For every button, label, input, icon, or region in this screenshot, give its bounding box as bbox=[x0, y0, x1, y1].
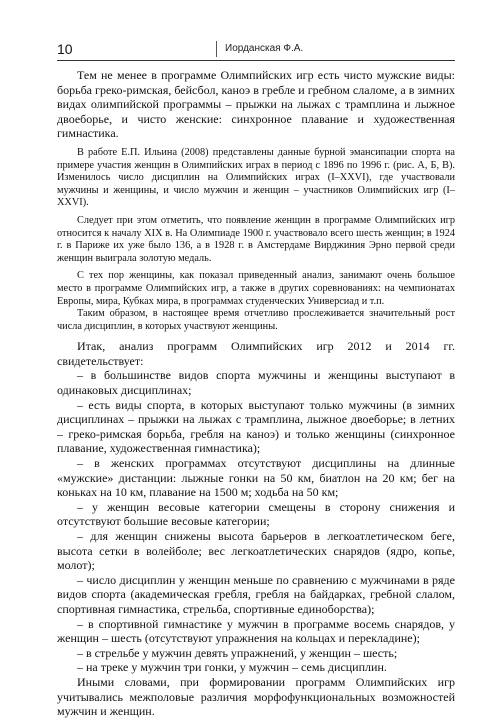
list-item: – для женщин снижены высота барьеров в легкоатлетическом беге, высота сетки в волейболе; вес легкоатлетических снарядов (ядро, копье, молот); bbox=[57, 529, 455, 573]
page-number: 10 bbox=[57, 41, 73, 57]
list-item: – в большинстве видов спорта мужчины и женщины выступают в одинаковых дисциплинах; bbox=[57, 368, 455, 398]
intro-paragraph: Тем не менее в программе Олимпийских игр есть чисто мужские виды: борьба греко-римская, бейсбол, каноэ в гребле и гребном слаломе, а в зимних видах олимпийской программы – прыжки на лыжах с трамплина и лыжное двоеборье, и чисто женские: синхронное плавание и художественная гимнастика. bbox=[57, 68, 455, 141]
list-item: – есть виды спорта, в которых выступают только мужчины (в зимних дисциплинах – прыжки на лыжах с трамплина, лыжное двоеборье; в летних – греко-римская борьба, гребля на каноэ) и только женщины (синхронное плавание, художественная гимнастика); bbox=[57, 397, 455, 456]
list-item: – в спортивной гимнастике у мужчин в программе восемь снарядов, у женщин – шесть (отсутствуют упражнения на кольцах и перекладине); bbox=[57, 616, 455, 646]
header-rule bbox=[57, 60, 455, 61]
page-body bbox=[57, 68, 455, 719]
running-head-author: Иорданская Ф.А. bbox=[225, 43, 304, 54]
page-header bbox=[57, 40, 455, 58]
small-paragraph: С тех пор женщины, как показал приведенный анализ, занимают очень большое место в программе Олимпийских игр, а также в других соревнованиях: на чемпионатах Европы, мира, Кубках мира, в программах студенческих Универсиад и т.п. bbox=[57, 270, 455, 307]
analysis-list bbox=[57, 368, 455, 674]
header-separator bbox=[216, 41, 217, 57]
small-paragraph: В работе Е.П. Ильина (2008) представлены данные бурной эмансипации спорта на примере участия женщин в Олимпийских играх в период с 1896 по 1996 г. (рис. А, Б, В). Изменилось число дисциплин на Олимпийских играх (I–XXVI), где участвовали мужчины и женщины, и число мужчин и женщин – участников Олимпийских игр (I–XXVI). bbox=[57, 146, 455, 209]
list-item: – на треке у мужчин три гонки, у мужчин – семь дисциплин. bbox=[77, 660, 387, 675]
small-paragraph: Таким образом, в настоящее время отчетливо прослеживается значительный рост числа дисциплин, в которых участвуют женщины. bbox=[57, 308, 455, 332]
analysis-lead: Итак, анализ программ Олимпийских игр 2012 и 2014 гг. свидетельствует: bbox=[57, 339, 455, 368]
list-item: – число дисциплин у женщин меньше по сравнению с мужчинами в ряде видов спорта (академическая гребля, гребля на байдарках, гребной слалом, спортивная гимнастика, стрельба, спортивные единоборства); bbox=[57, 572, 455, 616]
conclusion-paragraph: Иными словами, при формировании программ Олимпийских игр учитывались межполовые различия морфофункциональных возможностей мужчин и женщин. bbox=[57, 674, 455, 719]
list-item: – у женщин весовые категории смещены в сторону снижения и отсутствуют большие весовые категории; bbox=[57, 499, 455, 529]
list-item: – в стрельбе у мужчин девять упражнений, у женщин – шесть; bbox=[77, 645, 398, 660]
list-item: – в женских программах отсутствуют дисциплины на длинные «мужские» дистанции: лыжные гонки на 50 км, биатлон на 20 км; бег на коньках на 10 км, плавание на 1500 м; ходьба на 50 км; bbox=[57, 456, 455, 500]
small-paragraph: Следует при этом отметить, что появление женщин в программе Олимпийских игр относится к началу XIX в. На Олимпиаде 1900 г. участвовало всего шесть женщин; в 1924 г. в Париже их уже было 136, а в 1928 г. в Амстердаме Вирджиния Эрно первой среди женщин выиграла золотую медаль. bbox=[57, 214, 455, 264]
